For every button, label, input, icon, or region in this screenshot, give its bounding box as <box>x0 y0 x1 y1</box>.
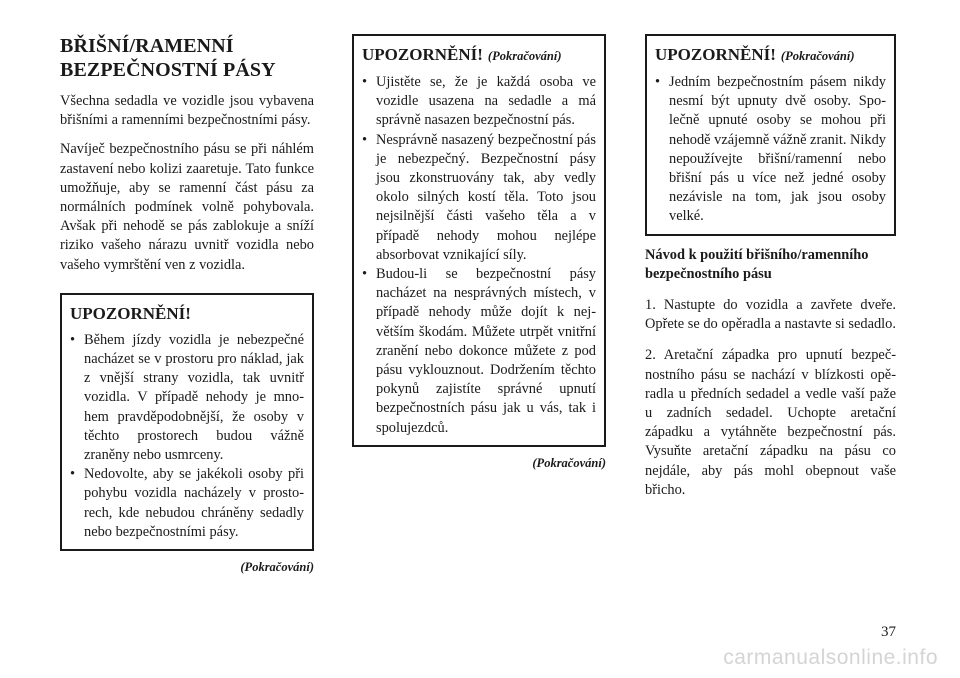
warning-box-3 <box>645 34 896 236</box>
warning-title <box>362 44 596 67</box>
warning-title-text: UPOZORNĚNÍ! <box>655 45 776 64</box>
warning-box-2 <box>352 34 606 447</box>
heading-line-1: BŘIŠNÍ/RAMENNÍ <box>60 35 234 57</box>
warning-title-text: UPOZORNĚNÍ! <box>362 45 483 64</box>
continued-label: (Pokračování) <box>532 455 606 470</box>
warning-title: UPOZORNĚNÍ! <box>70 303 191 323</box>
warning-bullet: • Nesprávně nasazený bezpečnostní pás je nebezpečný. Bezpečnostní pásy jsou zkonstruovány tak, aby vedly okolo silných kostí těla. Toto jsou nejsilnější části vašeho těla a v případě nehody mohou nejlépe absorbovat vznikající síly. <box>362 131 596 265</box>
intro-paragraph: Všechna sedadla ve vozidle jsou vybavena břišními a ramenními bezpečnostními pásy. <box>60 93 314 129</box>
column-3 <box>645 34 896 512</box>
section-heading <box>60 34 314 82</box>
step-2: 2. Aretační západka pro upnutí bezpečnostního pásu se nachází v blízkosti opěradla u předních sedadel a vedle vaší paže u zadních sedadel. Uchopte aretační západku a vytáhněte bezpečnostní pás. Vysuňte aretační západku na pásu co nejdále, aby pás mohl obepnout vaše břicho. <box>645 347 896 498</box>
warning-title <box>655 44 886 67</box>
warning-subtitle: (Pokračování) <box>487 49 562 63</box>
heading-line-2: BEZPEČNOSTNÍ PÁSY <box>60 59 276 81</box>
warning-list <box>70 331 304 542</box>
continued-label: (Pokračování) <box>240 560 314 575</box>
warning-bullet: • Budou-li se bezpečnostní pásy nacházet na nesprávných místech, v případě nehody může dojít k největším škodám. Můžete utrpět vnitřní zranění nebo dokonce můžete z pod pásu vyklouznout. Dodržením těchto pokynů zajistíte správné upnutí bezpečnostních pásu jak u vás, tak i spolujezdců. <box>362 265 596 438</box>
warning-list <box>655 73 886 227</box>
warning-bullet: • Jedním bezpečnostním pásem nikdy nesmí být upnuty dvě osoby. Společně upnuté osoby se mohou při nehodě vzájemně vážně zranit. Nikdy nepoužívejte břišní/ramenní nebo břišní pás u více než jedné osoby nezávisle na tom, jak jsou osoby velké. <box>655 73 886 227</box>
column-1 <box>60 34 314 575</box>
retractor-paragraph: Navíječ bezpečnostního pásu se při náhlém zastavení nebo kolizi zaaretuje. Tato funkce umožňuje, aby se ramenní část pásu za normálních podmínek volně pohybovala. Avšak při nehodě se pás zablokuje a sníží riziko vašeho nárazu uvnitř vozidla nebo vašeho vymrštění ven z vozidla. <box>60 141 314 273</box>
warning-bullet: • Během jízdy vozidla je nebezpečné nacházet se v prostoru pro náklad, jak z vnější strany vozidla, tak uvnitř vozidla. V případě nehody je mnohem pravděpodobnější, že osoby v těchto prostorech budou vážně zraněny nebo usmrceny. <box>70 331 304 465</box>
warning-bullet: • Ujistěte se, že je každá osoba ve vozidle usazena na sedadle a má správně nasazen bezpečnostní pás. <box>362 73 596 131</box>
instructions-subheading: Návod k použití břišního/ramenního bezpečnostního pásu <box>645 246 869 282</box>
page-number: 37 <box>881 624 896 640</box>
column-2 <box>352 34 606 471</box>
warning-bullet: • Nedovolte, aby se jakékoli osoby při pohybu vozidla nacházely v prostorech, kde nebudou chráněny sedadly nebo bezpečnostními pásy. <box>70 465 304 542</box>
watermark: carmanualsonline.info <box>723 646 938 669</box>
warning-list <box>362 73 596 438</box>
warning-subtitle: (Pokračování) <box>780 49 855 63</box>
warning-box-1 <box>60 293 314 551</box>
step-1: 1. Nastupte do vozidla a zavřete dveře. Opřete se do opěradla a nastavte si sedadlo. <box>645 297 896 333</box>
